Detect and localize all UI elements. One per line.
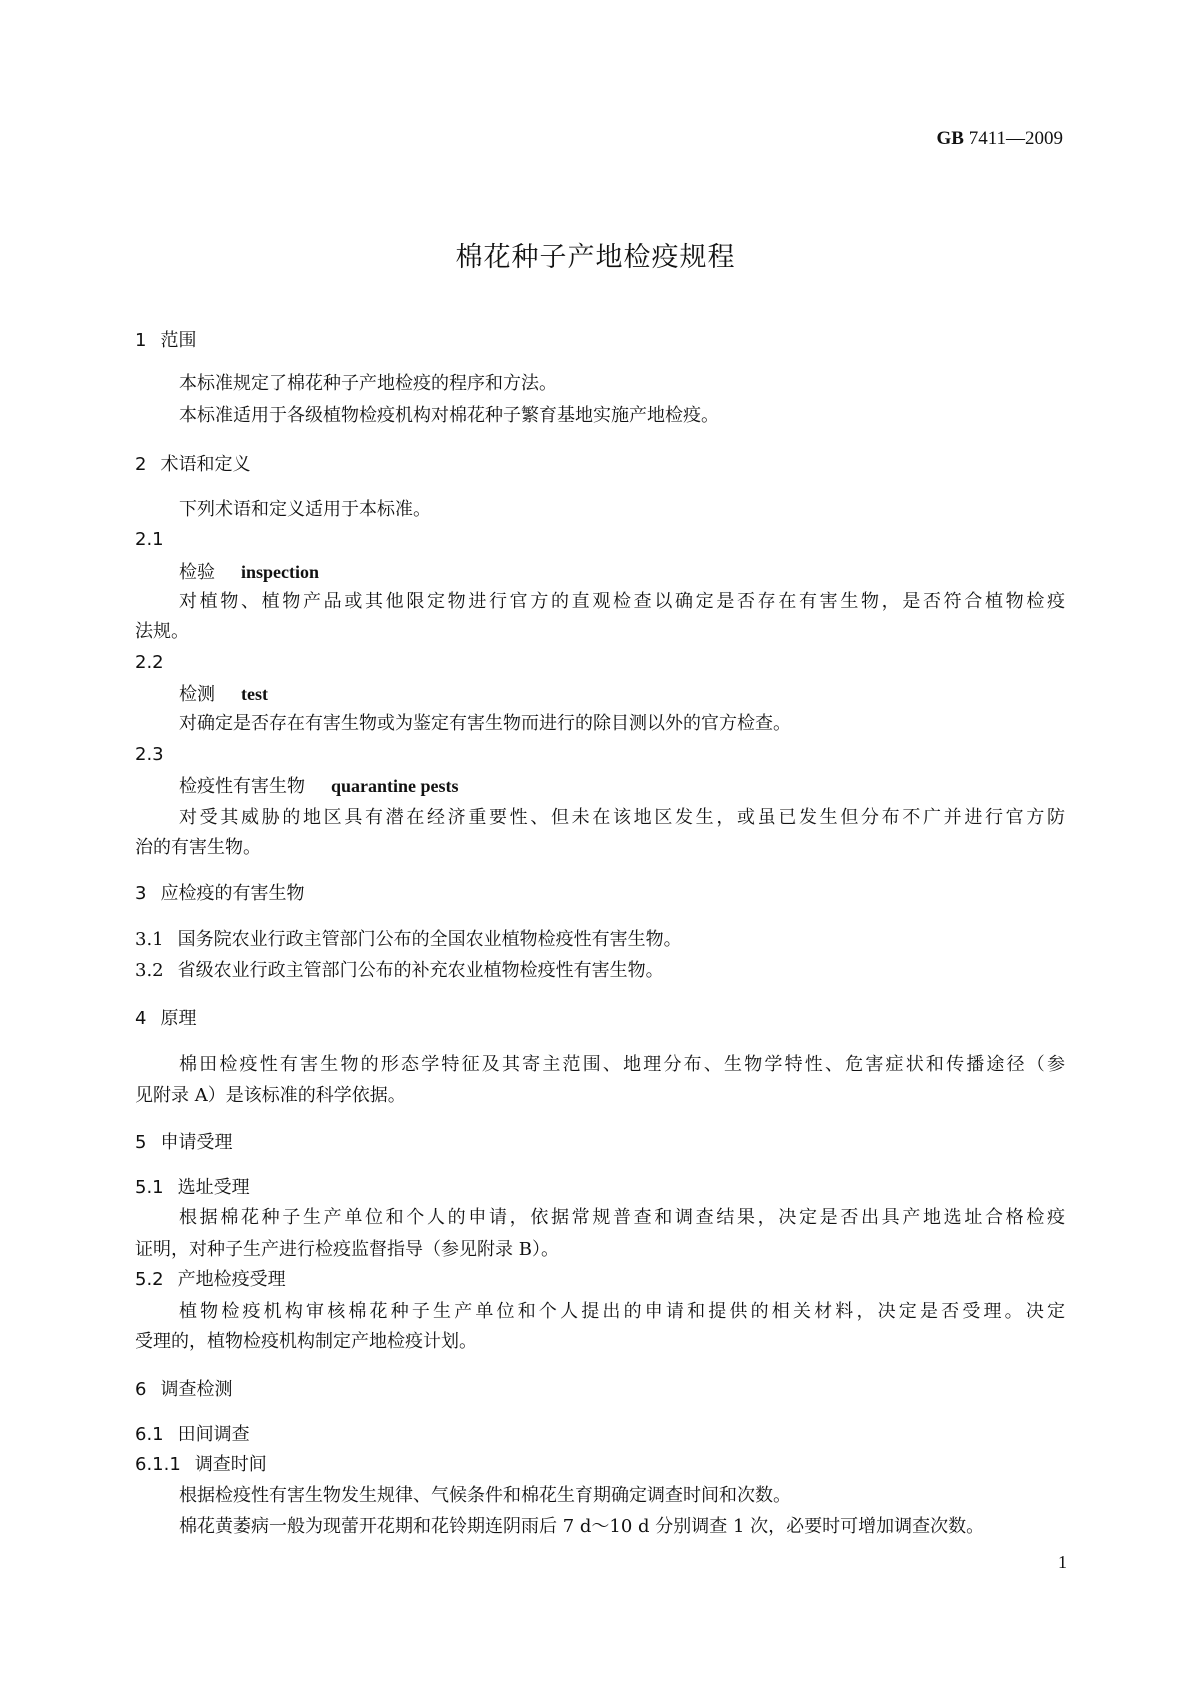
section-heading xyxy=(135,1177,250,1199)
section-heading xyxy=(135,1424,250,1446)
heading-text: 调查时间 xyxy=(194,1454,267,1475)
clause-number: 6.1 xyxy=(135,1424,164,1445)
term-english: inspection xyxy=(241,562,320,582)
term-chinese: 检疫性有害生物 xyxy=(179,776,305,797)
clause-number: 3.2 xyxy=(135,960,164,981)
heading-text: 选址受理 xyxy=(177,1177,250,1198)
paragraph-line: 本标准适用于各级植物检疫机构对棉花种子繁育基地实施产地检疫。 xyxy=(179,405,719,426)
paragraph-line: 对确定是否存在有害生物或为鉴定有害生物而进行的除目测以外的官方检查。 xyxy=(179,713,791,734)
paragraph-line: 棉花黄萎病一般为现蕾开花期和花铃期连阴雨后 7 d～10 d 分别调查 1 次，必要时可增加调查次数。 xyxy=(179,1516,985,1537)
document-title: 棉花种子产地检疫规程 xyxy=(455,242,736,273)
paragraph-line: 下列术语和定义适用于本标准。 xyxy=(179,499,431,520)
section-heading xyxy=(135,1379,232,1401)
clause-number: 2.3 xyxy=(135,744,164,765)
clause-number: 6 xyxy=(135,1379,147,1400)
standard-number: GB 7411—2009 xyxy=(936,128,1063,149)
heading-text: 田间调查 xyxy=(177,1424,250,1445)
section-heading xyxy=(135,1132,232,1154)
heading-text: 产地检疫受理 xyxy=(177,1269,286,1290)
clause-number: 3.1 xyxy=(135,929,164,950)
clause-number: 5.2 xyxy=(135,1269,164,1290)
heading-text: 原理 xyxy=(160,1008,197,1029)
heading-text: 省级农业行政主管部门公布的补充农业植物检疫性有害生物。 xyxy=(177,960,664,981)
section-heading xyxy=(135,1008,196,1030)
paragraph-line: 棉田检疫性有害生物的形态学特征及其寄主范围、地理分布、生物学特性、危害症状和传播途径（参 xyxy=(179,1054,1065,1075)
section-heading xyxy=(135,1454,267,1476)
section-heading xyxy=(135,883,304,905)
paragraph-line: 根据棉花种子生产单位和个人的申请，依据常规普查和调查结果，决定是否出具产地选址合格检疫 xyxy=(179,1207,1065,1228)
clause-number: 4 xyxy=(135,1008,147,1029)
heading-text: 应检疫的有害生物 xyxy=(160,883,305,904)
clause-number: 1 xyxy=(135,330,147,351)
clause-number: 6.1.1 xyxy=(135,1454,181,1475)
paragraph-line: 根据检疫性有害生物发生规律、气候条件和棉花生育期确定调查时间和次数。 xyxy=(179,1485,791,1506)
term-entry xyxy=(179,561,319,584)
clause-number: 2 xyxy=(135,454,147,475)
paragraph-line: 对植物、植物产品或其他限定物进行官方的直观检查以确定是否存在有害生物，是否符合植物检疫 xyxy=(179,591,1065,612)
term-entry xyxy=(179,775,459,798)
paragraph-line: 法规。 xyxy=(135,621,189,642)
paragraph-line: 植物检疫机构审核棉花种子生产单位和个人提出的申请和提供的相关材料，决定是否受理。决定 xyxy=(179,1301,1065,1322)
clause-number: 5 xyxy=(135,1132,147,1153)
numbered-clause xyxy=(135,960,664,982)
clause-number: 3 xyxy=(135,883,147,904)
clause-number: 2.1 xyxy=(135,529,164,550)
term-entry xyxy=(179,683,268,706)
page-number: 1 xyxy=(1058,1552,1067,1572)
paragraph-line: 治的有害生物。 xyxy=(135,837,261,858)
paragraph-line: 证明，对种子生产进行检疫监督指导（参见附录 B）。 xyxy=(135,1239,559,1260)
section-heading xyxy=(135,330,196,352)
heading-text: 国务院农业行政主管部门公布的全国农业植物检疫性有害生物。 xyxy=(177,929,682,950)
term-chinese: 检验 xyxy=(179,562,215,583)
term-english: quarantine pests xyxy=(331,776,459,796)
section-heading xyxy=(135,454,250,476)
paragraph-line: 对受其威胁的地区具有潜在经济重要性、但未在该地区发生，或虽已发生但分布不广并进行官方防 xyxy=(179,807,1065,828)
term-english: test xyxy=(241,684,268,704)
paragraph-line: 本标准规定了棉花种子产地检疫的程序和方法。 xyxy=(179,373,557,394)
paragraph-line: 见附录 A）是该标准的科学依据。 xyxy=(135,1085,406,1106)
clause-number: 2.2 xyxy=(135,652,164,673)
heading-text: 范围 xyxy=(160,330,197,351)
paragraph-line: 受理的，植物检疫机构制定产地检疫计划。 xyxy=(135,1331,477,1352)
heading-text: 申请受理 xyxy=(160,1132,233,1153)
term-chinese: 检测 xyxy=(179,684,215,705)
clause-number: 5.1 xyxy=(135,1177,164,1198)
section-heading xyxy=(135,1269,286,1291)
numbered-clause xyxy=(135,929,682,951)
heading-text: 术语和定义 xyxy=(160,454,251,475)
heading-text: 调查检测 xyxy=(160,1379,233,1400)
